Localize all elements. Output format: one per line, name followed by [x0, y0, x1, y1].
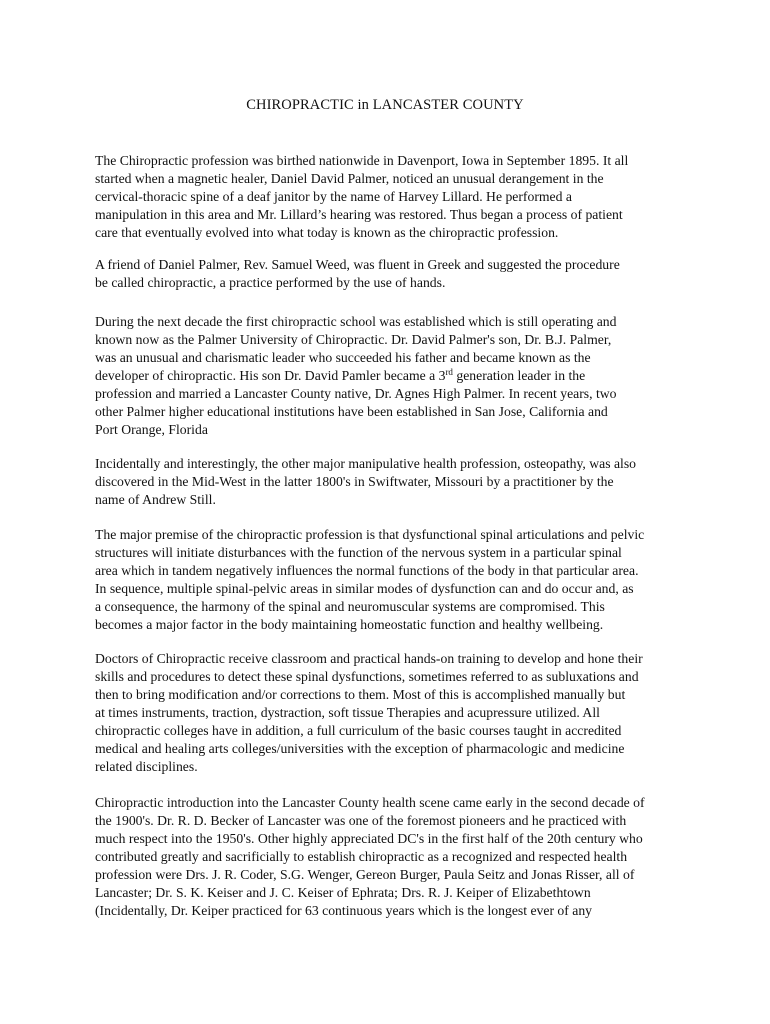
text-line: becomes a major factor in the body maintaining homeostatic function and healthy wellbeing. — [95, 617, 604, 632]
text-line: Doctors of Chiropractic receive classroom and practical hands-on training to develop and hone their — [95, 651, 643, 666]
text-line: A friend of Daniel Palmer, Rev. Samuel Weed, was fluent in Greek and suggested the procedure — [95, 257, 620, 272]
text-line: chiropractic colleges have in addition, a full curriculum of the basic courses taught in accredited — [95, 723, 622, 738]
text-line: much respect into the 1950's. Other highly appreciated DC's in the first half of the 20th century who — [95, 831, 643, 846]
text-line: known now as the Palmer University of Chiropractic. Dr. David Palmer's son, Dr. B.J. Palmer, — [95, 332, 612, 347]
text-line: Port Orange, Florida — [95, 422, 208, 437]
line-text-tail: generation leader in the — [452, 368, 586, 383]
text-line: other Palmer higher educational institutions have been established in San Jose, California and — [95, 404, 608, 419]
paragraph-name-origin — [95, 256, 700, 292]
ordinal-superscript: rd — [445, 367, 453, 377]
text-line: the 1900's. Dr. R. D. Becker of Lancaster was one of the foremost pioneers and he practiced with — [95, 813, 627, 828]
text-line: was an unusual and charismatic leader who succeeded his father and became known as the — [95, 350, 591, 365]
paragraph-major-premise — [95, 526, 700, 634]
text-line: profession and married a Lancaster County native, Dr. Agnes High Palmer. In recent years, two — [95, 386, 617, 401]
text-line: skills and procedures to detect these spinal dysfunctions, sometimes referred to as subluxations and — [95, 669, 639, 684]
text-line: a consequence, the harmony of the spinal and neuromuscular systems are compromised. This — [95, 599, 605, 614]
text-line: cervical-thoracic spine of a deaf janitor by the name of Harvey Lillard. He performed a — [95, 189, 572, 204]
paragraph-lancaster-history — [95, 794, 700, 920]
text-line: related disciplines. — [95, 759, 198, 774]
text-line: medical and healing arts colleges/universities with the exception of pharmacologic and medicine — [95, 741, 625, 756]
text-line: The Chiropractic profession was birthed nationwide in Davenport, Iowa in September 1895. It all — [95, 153, 629, 168]
text-line: (Incidentally, Dr. Keiper practiced for 63 continuous years which is the longest ever of any — [95, 903, 593, 918]
text-line: care that eventually evolved into what today is known as the chiropractic profession. — [95, 225, 559, 240]
page-title: CHIROPRACTIC in LANCASTER COUNTY — [246, 97, 524, 113]
text-line: started when a magnetic healer, Daniel David Palmer, noticed an unusual derangement in the — [95, 171, 604, 186]
text-line: The major premise of the chiropractic profession is that dysfunctional spinal articulations and pelvic — [95, 527, 645, 542]
line-text: developer of chiropractic. His son Dr. David Pamler became a 3 — [95, 368, 446, 383]
text-line: Incidentally and interestingly, the other major manipulative health profession, osteopathy, was also — [95, 456, 637, 471]
text-line: structures will initiate disturbances with the function of the nervous system in a particular spinal — [95, 545, 622, 560]
text-line: area which in tandem negatively influences the normal functions of the body in that particular area. — [95, 563, 639, 578]
text-line: manipulation in this area and Mr. Lillard’s hearing was restored. Thus began a process of patient — [95, 207, 623, 222]
text-line: at times instruments, traction, dystraction, soft tissue Therapies and acupressure utilized. All — [95, 705, 600, 720]
text-line: be called chiropractic, a practice performed by the use of hands. — [95, 275, 446, 290]
text-line: During the next decade the first chiropractic school was established which is still operating and — [95, 314, 617, 329]
text-line: discovered in the Mid-West in the latter 1800's in Swiftwater, Missouri by a practitioner by the — [95, 474, 614, 489]
text-line: contributed greatly and sacrificially to establish chiropractic as a recognized and respected health — [95, 849, 628, 864]
paragraph-training — [95, 650, 700, 776]
text-line: then to bring modification and/or corrections to them. Most of this is accomplished manually but — [95, 687, 626, 702]
paragraph-palmer-school — [95, 313, 700, 439]
paragraph-osteopathy — [95, 455, 700, 509]
text-line: Chiropractic introduction into the Lancaster County health scene came early in the second decade of — [95, 795, 645, 810]
text-line: Lancaster; Dr. S. K. Keiser and J. C. Keiser of Ephrata; Drs. R. J. Keiper of Elizabethtown — [95, 885, 591, 900]
paragraph-origins — [95, 152, 700, 242]
text-line: In sequence, multiple spinal-pelvic areas in similar modes of dysfunction can and do occur and, as — [95, 581, 634, 596]
text-line — [95, 367, 700, 385]
text-line: name of Andrew Still. — [95, 492, 216, 507]
text-line: profession were Drs. J. R. Coder, S.G. Wenger, Gereon Burger, Paula Seitz and Jonas Risser, all of — [95, 867, 635, 882]
